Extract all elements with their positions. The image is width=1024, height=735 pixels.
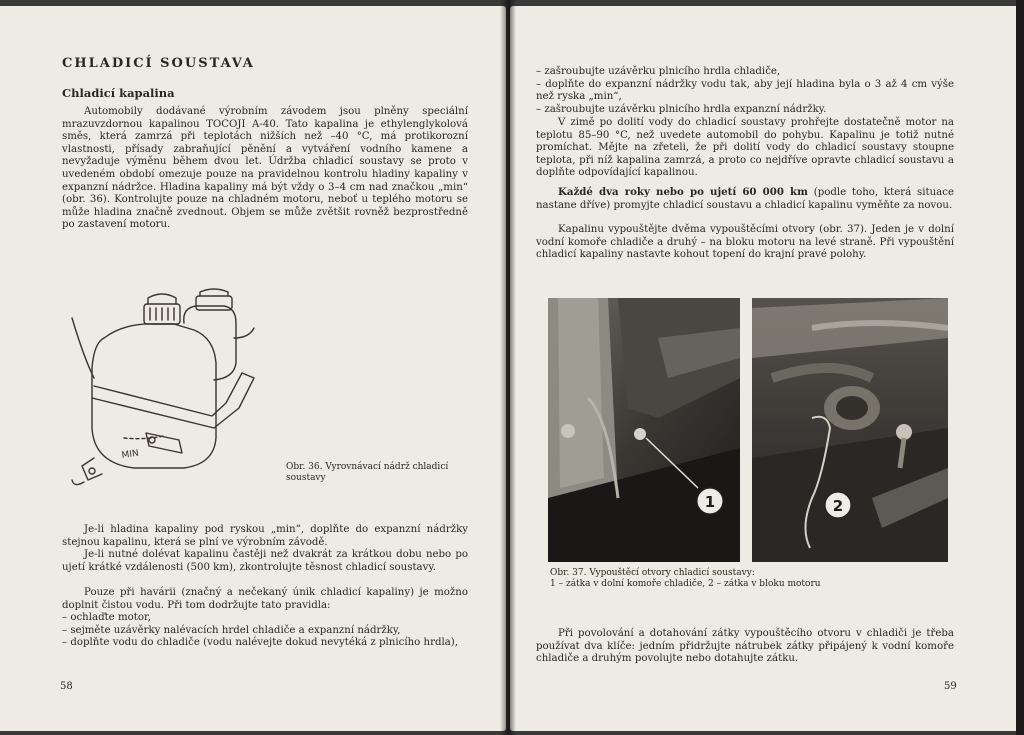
photo-engine-block-drain — [752, 298, 948, 562]
two-years-emphasis: Každé dva roky nebo po ujetí 60 000 km — [558, 186, 808, 198]
paragraph-winter: V zimě po dolití vody do chladicí soustavy prohřejte dostatečně motor na teplotu 85–90 °C, než uvedete automobil do pohybu. Kapalinu je totiž nutné promíchat. Mějte na zřeteli, že při dolití vody do chladicí soustavy stoupne teplota, při níž kapalina zamrzá, a proto co nejdříve opravte chladicí soustavu a doplňte odpovídající kapalinou. — [536, 117, 954, 179]
list-item: – doplňte do expanzní nádržky vodu tak, aby její hladina byla o 3 až 4 cm výše než ryska „min“, — [536, 78, 954, 103]
list-item: – zašroubujte uzávěrku plnicího hrdla expanzní nádržky. — [536, 103, 827, 115]
intro-paragraph: Automobily dodávané výrobním závodem jsou plněny speciální mrazuvzdornou kapalinou TOCOJI A-40. Tato kapalina je ethylenglykolová směs, která zamrzá při teplotách nižších než –40 °C, má protikorozní vlastnosti, přísady zabraňující pěnění a vytváření vodního kamene a nevyžaduje výměnu během dvou let. Údržba chladicí soustavy se proto v uvedeném období omezuje pouze na pravidelnou kontrolu hladiny kapaliny v expanzní nádržce. Hladina kapaliny má být vždy o 3–4 cm nad značkou „min“ (obr. 36). Kontrolujte pouze na chladném motoru, neboť u teplého motoru se může hladina značně zvednout. Objem se může zvětšit rovněž bezprostředně po zastavení motoru. — [62, 106, 468, 231]
figure-36-caption: Obr. 36. Vyrovnávací nádrž chladicí soustavy — [286, 462, 449, 483]
book-gutter — [500, 0, 516, 735]
two-years-rest: (podle toho, která situace nastane dříve) promyjte chladicí soustavu a chladicí kapalinu vyměňte za novou. — [536, 187, 954, 211]
figure-37-caption-line2: 1 – zátka v dolní komoře chladiče, 2 – zátka v bloku motoru — [550, 579, 821, 589]
photo-marker-2: 2 — [832, 497, 844, 515]
figure-37-caption-line1: Obr. 37. Vypouštěcí otvory chladicí soustavy: — [550, 568, 755, 578]
paragraph-accident: Pouze při havárii (značný a nečekaný únik chladicí kapaliny) je možno doplnit čistou vodu. Při tom dodržujte tato pravidla: — [62, 587, 468, 611]
paragraph-plug: Při povolování a dotahování zátky vypouštěcího otvoru v chladiči je třeba používat dva klíče: jedním přidržujte nátrubek zátky připájený k vodní komoře chladiče a druhým povolujte nebo dotahujte zátku. — [536, 628, 954, 665]
section-title: Chladicí kapalina — [62, 86, 175, 100]
list-item: – ochlaďte motor, — [62, 612, 151, 623]
steps-list — [536, 66, 954, 116]
expansion-tank-illustration — [64, 268, 264, 498]
paragraph-frequent-refill: Je-li nutné dolévat kapalinu častěji než dvakrát za krátkou dobu nebo po ujetí krátké vzdálenosti (500 km), zkontrolujte těsnost chladicí soustavy. — [62, 549, 468, 573]
photo-radiator-drain — [548, 298, 740, 562]
chapter-title: CHLADICÍ SOUSTAVA — [62, 56, 255, 71]
paragraph-level-below-min: Je-li hladina kapaliny pod ryskou „min“, doplňte do expanzní nádržky stejnou kapalinu, která se plní ve výrobním závodě. — [62, 524, 468, 548]
figure-37-caption — [550, 568, 950, 590]
paragraph-drain: Kapalinu vypouštějte dvěma vypouštěcími otvory (obr. 37). Jeden je v dolní vodní komoře chladiče a druhý – na bloku motoru na levé straně. Při vypouštění chladicí kapaliny nastavte kohout topení do krajní pravé polohy. — [536, 224, 954, 261]
background-edge — [1016, 0, 1024, 735]
page-number-left: 58 — [60, 681, 73, 692]
photo-marker-1: 1 — [704, 493, 716, 511]
page-number-right: 59 — [944, 681, 957, 692]
list-item: – zašroubujte uzávěrku plnicího hrdla chladiče, — [536, 66, 781, 77]
left-page — [0, 6, 506, 731]
list-item: – sejměte uzávěrky nalévacích hrdel chladiče a expanzní nádržky, — [62, 624, 401, 636]
right-page — [510, 6, 1016, 731]
rules-list — [62, 612, 468, 650]
paragraph-two-years — [536, 186, 954, 212]
list-item: – doplňte vodu do chladiče (vodu nalévejte dokud nevytéká z plnicího hrdla), — [62, 637, 459, 649]
min-mark-label: MIN — [121, 448, 140, 461]
